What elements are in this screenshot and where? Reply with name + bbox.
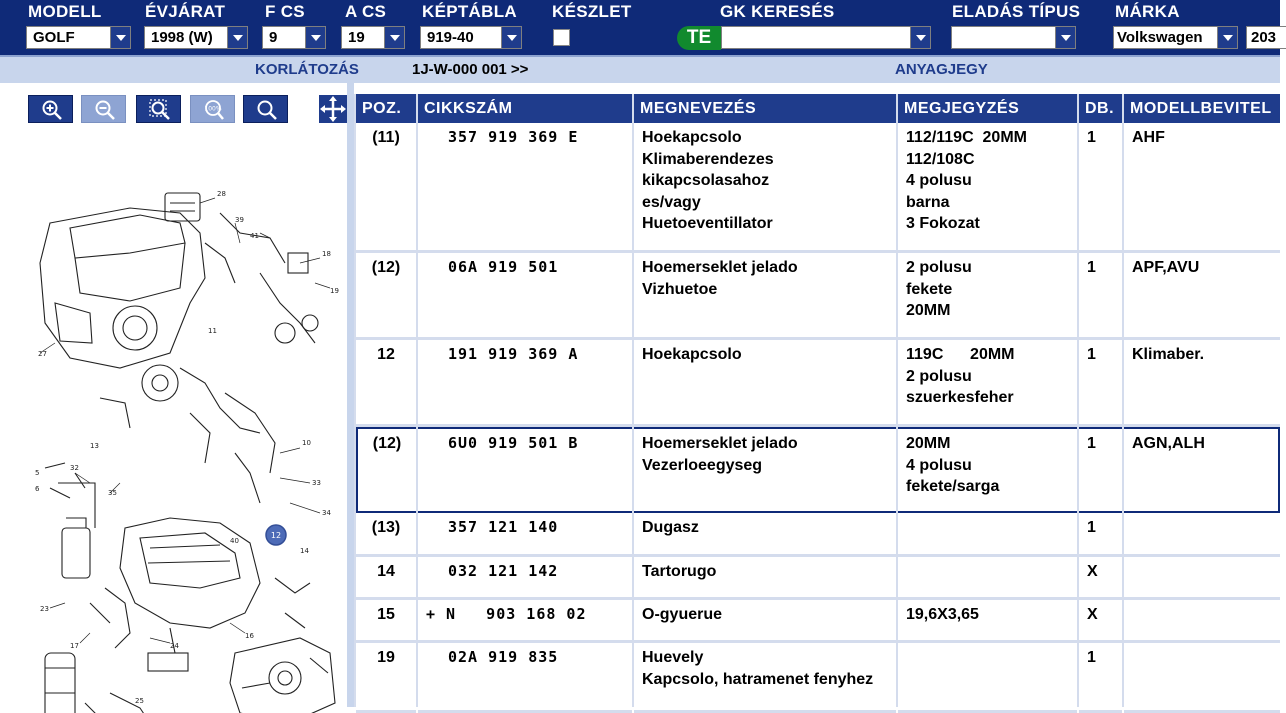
illustration-select[interactable] (420, 26, 522, 49)
cell-cikkszam: 191 919 369 A (418, 340, 632, 427)
chevron-down-icon[interactable] (1217, 27, 1237, 48)
chevron-down-icon[interactable] (501, 27, 521, 48)
cell-line: Dugasz (642, 519, 699, 536)
cell-line: Klimaberendezes (642, 150, 774, 168)
chevron-down-icon[interactable] (110, 27, 130, 48)
overflow-field[interactable] (1246, 26, 1286, 49)
cell-modell: AHF (1124, 123, 1280, 253)
table-row-selected[interactable] (356, 427, 1280, 513)
cell-modell (1124, 557, 1280, 600)
cell-megjegyzes (898, 253, 1077, 340)
zoom-out-icon (94, 99, 116, 121)
cell-line: Huevely (642, 649, 704, 666)
cell-cikkszam: + N 903 168 02 (418, 600, 632, 643)
cell-cikkszam: 6U0 919 501 B (418, 427, 632, 513)
restriction-label: KORLÁTOZÁS (255, 61, 359, 78)
svg-text:25: 25 (135, 697, 144, 705)
cell-line: Hoemerseklet jelado (642, 259, 798, 276)
column-header-poz[interactable]: POZ. (356, 94, 416, 123)
table-row[interactable] (356, 513, 1280, 557)
svg-text:33: 33 (312, 479, 321, 487)
svg-text:28: 28 (217, 190, 226, 198)
svg-text:17: 17 (70, 642, 79, 650)
svg-text:34: 34 (322, 509, 331, 517)
cell-modell (1124, 643, 1280, 713)
cell-cikkszam: 06A 919 501 (418, 253, 632, 340)
year-label: ÉVJÁRAT (145, 2, 226, 21)
table-row[interactable] (356, 123, 1280, 253)
cell-line: 3 Fokozat (906, 215, 980, 232)
cell-megjegyzes (898, 513, 1077, 557)
cell-line: 19,6X3,65 (906, 606, 979, 623)
svg-text:32: 32 (70, 464, 79, 472)
parts-table-body (356, 123, 1280, 713)
cell-line: fekete (906, 280, 953, 298)
svg-text:18: 18 (322, 250, 331, 258)
cell-line: Vizhuetoe (642, 280, 718, 298)
illustration-panel (0, 83, 348, 707)
sub-group-select[interactable] (341, 26, 405, 49)
svg-text:41: 41 (250, 232, 259, 240)
cell-poz: (11) (356, 123, 416, 253)
zoom-out-button[interactable] (81, 95, 126, 123)
svg-text:39: 39 (235, 216, 244, 224)
zoom-in-button[interactable] (28, 95, 73, 123)
cell-megnevezes (634, 340, 896, 427)
brand-select[interactable] (1113, 26, 1238, 49)
brand-label: MÁRKA (1115, 2, 1180, 21)
table-row[interactable] (356, 643, 1280, 713)
year-select-value: 1998 (W) (151, 29, 213, 46)
cell-line: 20MM (906, 435, 951, 452)
svg-text:14: 14 (300, 547, 309, 555)
cell-line: Kapcsolo, hatramenet fenyhez (642, 670, 874, 688)
cell-line: 112/119C 20MM (906, 129, 1027, 146)
parts-table-container (354, 94, 1280, 707)
svg-text:100%: 100% (204, 105, 222, 113)
zoom-area-icon (149, 99, 171, 121)
model-select[interactable] (26, 26, 131, 49)
vehicle-search-label: GK KERESÉS (720, 2, 835, 21)
highlighted-callout-label: 12 (270, 531, 282, 540)
search-icon (256, 99, 278, 121)
sales-type-select[interactable] (951, 26, 1076, 49)
main-group-label: F CS (265, 2, 305, 21)
cell-line: Tartorugo (642, 563, 717, 580)
cell-poz: 19 (356, 643, 416, 713)
cell-line: 2 polusu (906, 367, 972, 385)
search-button[interactable] (243, 95, 288, 123)
cell-line: Hoekapcsolo (642, 346, 742, 363)
column-header-megnevezes[interactable]: MEGNEVEZÉS (634, 94, 896, 123)
column-header-modellbevitel[interactable]: MODELLBEVITEL (1124, 94, 1280, 123)
cell-modell (1124, 513, 1280, 557)
table-row[interactable] (356, 253, 1280, 340)
chevron-down-icon[interactable] (305, 27, 325, 48)
cell-megjegyzes (898, 643, 1077, 713)
cell-megnevezes (634, 123, 896, 253)
svg-text:16: 16 (245, 632, 254, 640)
cell-line: fekete/sarga (906, 478, 1000, 495)
overflow-field-value: 203 (1251, 29, 1277, 46)
cell-modell (1124, 600, 1280, 643)
sales-type-label: ELADÁS TÍPUS (952, 2, 1081, 21)
cell-line: Huetoeventillator (642, 215, 773, 232)
cell-cikkszam: 357 121 140 (418, 513, 632, 557)
cell-megjegyzes (898, 340, 1077, 427)
cell-line: 20MM (906, 302, 951, 319)
table-row[interactable] (356, 557, 1280, 600)
cell-db: 1 (1079, 340, 1122, 427)
cell-poz: (12) (356, 427, 416, 513)
table-row[interactable] (356, 340, 1280, 427)
cell-megnevezes (634, 253, 896, 340)
cell-megnevezes (634, 427, 896, 513)
illustration-label: KÉPTÁBLA (422, 2, 517, 21)
svg-text:6: 6 (35, 485, 40, 493)
cell-line: szuerkesfeher (906, 389, 1014, 406)
stock-label: KÉSZLET (552, 2, 632, 21)
year-select[interactable] (144, 26, 248, 49)
main-group-select[interactable] (262, 26, 326, 49)
top-filter-bar (0, 0, 1280, 55)
cell-poz: (13) (356, 513, 416, 557)
cell-megnevezes (634, 557, 896, 600)
cell-megjegyzes (898, 600, 1077, 643)
illustration-select-value: 919-40 (427, 29, 474, 46)
svg-text:27: 27 (38, 350, 47, 358)
sub-header-bar (0, 55, 1280, 83)
zoom-100-button[interactable] (190, 95, 235, 123)
cell-poz: 14 (356, 557, 416, 600)
cell-line: Hoemerseklet jelado (642, 435, 798, 452)
cell-line: 2 polusu (906, 259, 972, 276)
cell-cikkszam: 357 919 369 E (418, 123, 632, 253)
cell-line: kikapcsolasahoz (642, 172, 770, 189)
cell-line: Vezerloeegyseg (642, 456, 763, 474)
table-row[interactable] (356, 600, 1280, 643)
cell-line: 4 polusu (906, 172, 972, 189)
cell-line: 112/108C (906, 150, 975, 168)
cell-megnevezes (634, 643, 896, 713)
cell-db: 1 (1079, 513, 1122, 557)
parts-table-header (356, 94, 1280, 123)
cell-db: X (1079, 600, 1122, 643)
cell-megjegyzes (898, 123, 1077, 253)
svg-text:5: 5 (35, 469, 40, 477)
model-label: MODELL (28, 2, 102, 21)
svg-text:19: 19 (330, 287, 339, 295)
vehicle-search-input[interactable] (721, 26, 931, 49)
engine-exploded-diagram[interactable] (30, 183, 340, 705)
cell-megjegyzes (898, 427, 1077, 513)
cell-line: es/vagy (642, 193, 701, 211)
svg-text:11: 11 (208, 327, 217, 335)
svg-text:40: 40 (230, 537, 239, 545)
cell-modell: Klimaber. (1124, 340, 1280, 427)
cell-db: 1 (1079, 643, 1122, 713)
zoom-100-icon (203, 99, 225, 121)
sub-group-label: A CS (345, 2, 387, 21)
cell-line: 119C 20MM (906, 346, 1015, 363)
restriction-value[interactable]: 1J-W-000 001 >> (412, 61, 529, 78)
chevron-down-icon[interactable] (910, 27, 930, 48)
svg-text:23: 23 (40, 605, 49, 613)
cell-poz: 12 (356, 340, 416, 427)
move-button[interactable] (319, 95, 347, 123)
model-select-value: GOLF (33, 29, 75, 46)
cell-db: 1 (1079, 427, 1122, 513)
main-group-select-value: 9 (269, 29, 278, 46)
cell-modell: AGN,ALH (1124, 427, 1280, 513)
column-header-cikkszam[interactable]: CIKKSZÁM (418, 94, 632, 123)
sub-group-select-value: 19 (348, 29, 365, 46)
zoom-in-icon (41, 99, 63, 121)
move-icon (319, 95, 347, 123)
column-header-megjegyzes[interactable]: MEGJEGYZÉS (898, 94, 1077, 123)
chevron-down-icon[interactable] (384, 27, 404, 48)
cell-megjegyzes (898, 557, 1077, 600)
cell-line: Hoekapcsolo (642, 129, 742, 146)
svg-text:13: 13 (90, 442, 99, 450)
cell-cikkszam: 02A 919 835 (418, 643, 632, 713)
svg-text:35: 35 (108, 489, 117, 497)
chevron-down-icon[interactable] (227, 27, 247, 48)
svg-text:10: 10 (302, 439, 311, 447)
parts-table (354, 94, 1282, 713)
cell-poz: (12) (356, 253, 416, 340)
cell-poz: 15 (356, 600, 416, 643)
brand-select-value: Volkswagen (1117, 29, 1203, 46)
cell-line: 4 polusu (906, 456, 972, 474)
cell-megnevezes (634, 600, 896, 643)
cell-db: 1 (1079, 123, 1122, 253)
zoom-area-button[interactable] (136, 95, 181, 123)
te-logo: TE (677, 26, 721, 50)
material-label: ANYAGJEGY (895, 61, 988, 78)
stock-checkbox[interactable] (553, 29, 570, 46)
chevron-down-icon[interactable] (1055, 27, 1075, 48)
column-header-db[interactable]: DB. (1079, 94, 1122, 123)
cell-megnevezes (634, 513, 896, 557)
cell-db: X (1079, 557, 1122, 600)
svg-text:24: 24 (170, 642, 179, 650)
cell-db: 1 (1079, 253, 1122, 340)
cell-line: barna (906, 193, 950, 211)
cell-line: O-gyuerue (642, 606, 723, 623)
cell-cikkszam: 032 121 142 (418, 557, 632, 600)
cell-modell: APF,AVU (1124, 253, 1280, 340)
